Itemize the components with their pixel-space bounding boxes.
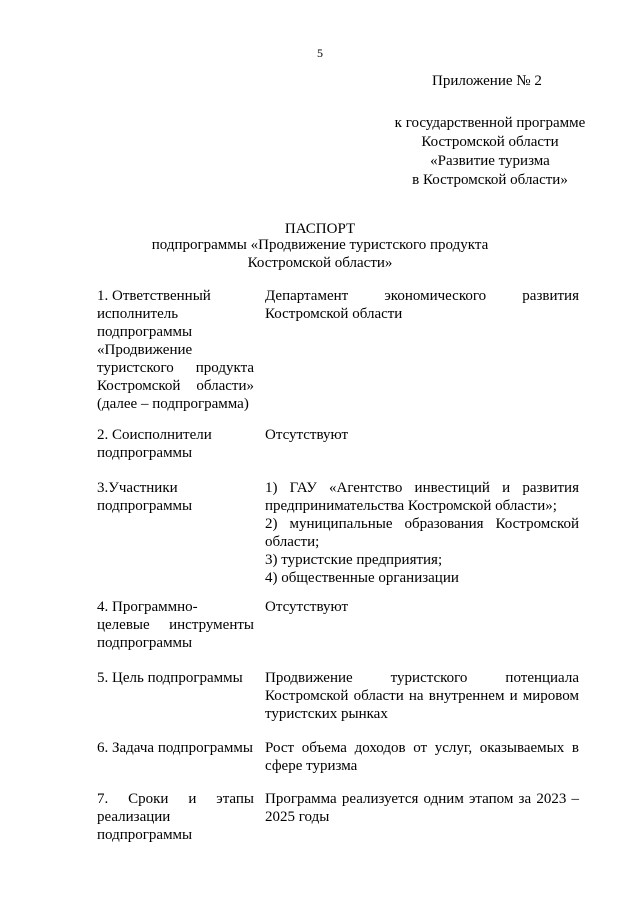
label-line: подпрограммы xyxy=(97,827,193,843)
row-label xyxy=(97,426,254,462)
label-line: 6. Задача подпрограммы xyxy=(97,740,253,756)
label-line: туристского продукта xyxy=(97,360,254,376)
row-label xyxy=(97,598,254,652)
label-line: 4. Программно- xyxy=(97,599,198,615)
label-line: 5. Цель подпрограммы xyxy=(97,670,243,686)
appendix-subtitle-line: «Развитие туризма xyxy=(430,153,550,169)
label-line: подпрограммы xyxy=(97,635,193,651)
label-line: исполнитель xyxy=(97,306,179,322)
value-line: области; xyxy=(265,534,320,550)
value-line: предпринимательства Костромской области»; xyxy=(265,498,557,514)
appendix-subtitle-line: к государственной программе xyxy=(394,115,586,131)
label-line: Костромской области» xyxy=(97,378,254,394)
appendix-subtitle-line: в Костромской области» xyxy=(412,172,568,188)
label-line: (далее – подпрограмма) xyxy=(97,396,249,412)
page-number: 5 xyxy=(317,46,323,60)
value-line: сфере туризма xyxy=(265,758,358,774)
value-line: Костромской области xyxy=(265,306,403,322)
appendix-subtitle xyxy=(380,114,600,190)
row-label xyxy=(97,669,262,687)
row-value xyxy=(265,669,579,723)
value-line: 1) ГАУ «Агентство инвестиций и развития xyxy=(265,480,579,496)
appendix-subtitle-line: Костромской области xyxy=(421,134,559,150)
row-value xyxy=(265,287,579,323)
value-line: Продвижение туристского потенциала xyxy=(265,670,579,686)
label-line: 1. Ответственный xyxy=(97,288,211,304)
value-line: 3) туристские предприятия; xyxy=(265,552,443,568)
value-line: Костромской области на внутреннем и мировом xyxy=(265,688,579,704)
row-value xyxy=(265,426,579,444)
passport-heading: ПАСПОРТ xyxy=(284,221,356,237)
label-line: целевые инструменты xyxy=(97,617,254,633)
value-line: Отсутствуют xyxy=(265,599,349,615)
row-value xyxy=(265,479,579,587)
row-value xyxy=(265,790,579,826)
row-label xyxy=(97,287,254,413)
label-line: «Продвижение xyxy=(97,342,193,358)
passport-subtitle xyxy=(0,236,640,272)
row-value xyxy=(265,739,579,775)
label-line: подпрограммы xyxy=(97,324,193,340)
label-line: подпрограммы xyxy=(97,498,193,514)
label-line: подпрограммы xyxy=(97,445,193,461)
value-line: туристских рынках xyxy=(265,706,388,722)
row-value xyxy=(265,598,579,616)
row-label xyxy=(97,739,262,757)
passport-subtitle-line: Костромской области» xyxy=(247,255,393,271)
value-line: Программа реализуется одним этапом за 2023 – xyxy=(265,791,579,807)
label-line: 2. Соисполнители xyxy=(97,427,212,443)
value-line: 4) общественные организации xyxy=(265,570,459,586)
value-line: 2) муниципальные образования Костромской xyxy=(265,516,579,532)
value-line: Рост объема доходов от услуг, оказываемых в xyxy=(265,740,579,756)
value-line: Департамент экономического развития xyxy=(265,288,579,304)
row-label xyxy=(97,790,254,844)
value-line: Отсутствуют xyxy=(265,427,349,443)
passport-subtitle-line: подпрограммы «Продвижение туристского продукта xyxy=(151,237,489,253)
label-line: 7. Сроки и этапы xyxy=(97,791,254,807)
row-label xyxy=(97,479,254,515)
label-line: 3.Участники xyxy=(97,480,178,496)
label-line: реализации xyxy=(97,809,171,825)
value-line: 2025 годы xyxy=(265,809,330,825)
appendix-title: Приложение № 2 xyxy=(432,73,542,89)
